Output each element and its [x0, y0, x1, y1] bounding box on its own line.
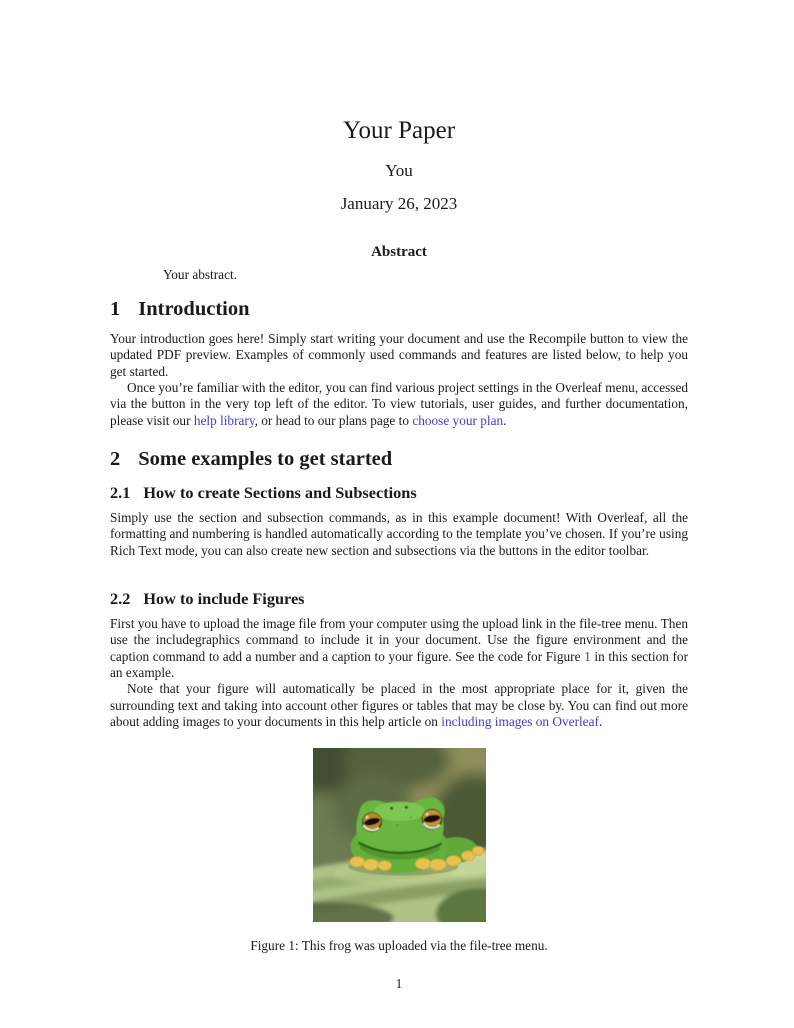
abstract-heading: Abstract [371, 244, 427, 260]
section-2 [110, 447, 688, 481]
figure-1-reference-link[interactable]: 1 [584, 648, 591, 664]
section-1-paragraph-2 [110, 380, 688, 429]
section-2-2-paragraph-2 [110, 681, 688, 730]
section-2-1-title: How to create Sections and Subsections [143, 483, 417, 502]
section-2-1-heading [110, 483, 688, 502]
section-1-number: 1 [110, 298, 121, 320]
section-2-2-paragraph-1 [110, 616, 688, 681]
choose-your-plan-link[interactable]: choose your plan [412, 412, 504, 428]
paragraph-text: . [598, 714, 603, 730]
section-2-2-number: 2.2 [110, 589, 131, 608]
section-1-title: Introduction [138, 298, 250, 320]
abstract-text: Your abstract. [163, 267, 237, 282]
figure-caption: Figure 1: This frog was uploaded via the file-tree menu. [250, 938, 548, 953]
date: January 26, 2023 [340, 194, 458, 213]
including-images-link[interactable]: including images on Overleaf [441, 714, 599, 730]
section-2-1-number: 2.1 [110, 483, 131, 502]
section-2-1-paragraph-1: Simply use the section and subsection commands, as in this example document! With Overleaf, all the formatting and numbering is handled automatically according to the template you’ve chosen. If you’re using Rich Text mode, you can also create new section and subsections via the buttons in the editor toolbar. [110, 510, 688, 558]
section-2-2 [110, 589, 688, 730]
paragraph-text: Note that your figure will automatically be placed in the most appropriate place for it, given the surrounding text and taking into account other figures or tables that may be close by. You can find out more about adding images to your documents in this help article on [110, 681, 688, 730]
section-1 [110, 297, 688, 429]
section-2-2-title: How to include Figures [143, 589, 305, 608]
paragraph-text: , or head to our plans page to [254, 412, 413, 428]
frog-image [313, 748, 486, 922]
section-1-heading [110, 297, 688, 321]
section-1-paragraph-1: Your introduction goes here! Simply start writing your document and use the Recompile button to view the updated PDF preview. Examples of commonly used commands and features are listed below, to help you get started. [110, 331, 688, 379]
section-2-2-heading [110, 589, 688, 608]
paragraph-text: First you have to upload the image file from your computer using the upload link in the file-tree menu. Then use the includegraphics command to include it in your document. Use the figure environment and the caption command to add a number and a caption to your figure. See the code for Figure [110, 616, 688, 664]
page-title: Your Paper [342, 117, 456, 144]
figure-1 [110, 748, 688, 954]
title-block [110, 116, 688, 214]
section-2-1 [110, 483, 688, 559]
section-2-title: Some examples to get started [138, 448, 393, 470]
page-number: 1 [395, 976, 403, 991]
author: You [385, 161, 413, 180]
paragraph-text: Once you’re familiar with the editor, you can find various project settings in the Overleaf menu, accessed via the button in the very top left of the editor. To view tutorials, user guides, and further documentation, please visit our [110, 380, 688, 428]
section-2-number: 2 [110, 448, 121, 470]
section-2-heading [110, 447, 688, 471]
help-library-link[interactable]: help library [193, 412, 255, 428]
paragraph-text: . [503, 412, 507, 428]
abstract-block [110, 243, 688, 283]
paragraph-text: in this section for an example. [110, 648, 688, 681]
